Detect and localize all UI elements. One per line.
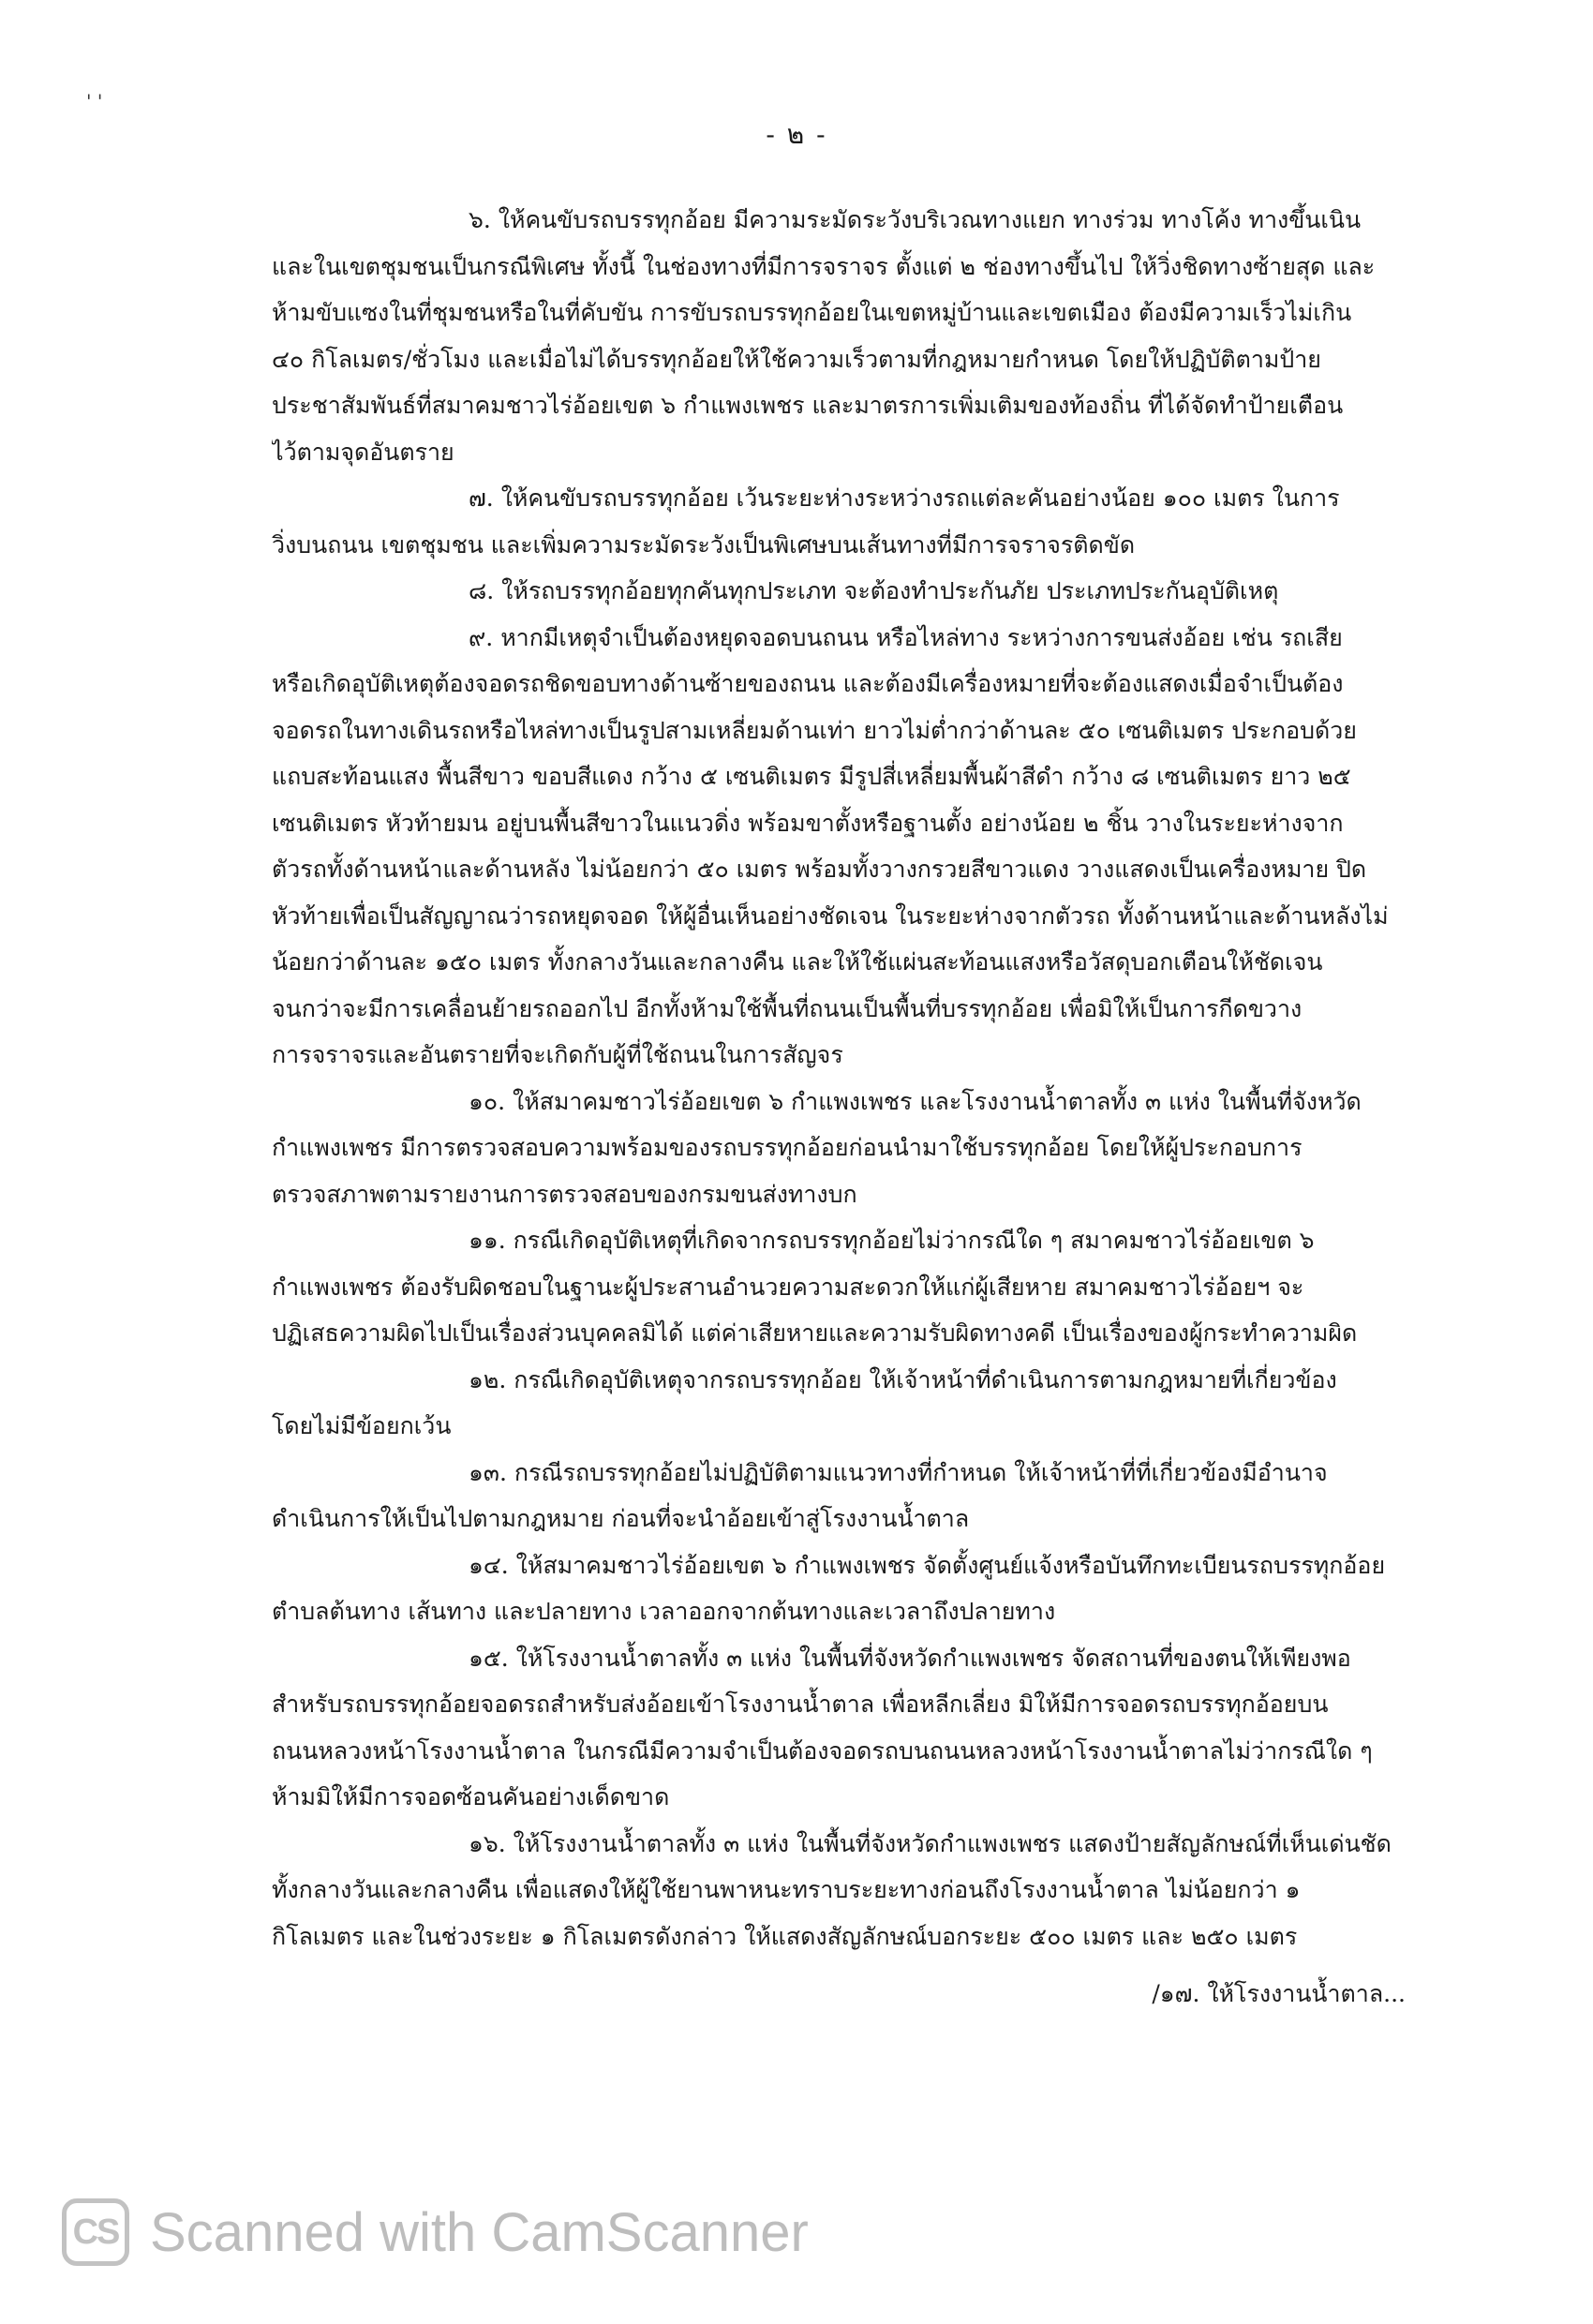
paragraph-first-line: ๑๒. กรณีเกิดอุบัติเหตุจากรถบรรทุกอ้อย ให้เจ้าหน้าที่ดำเนินการตามกฎหมายที่เกี่ยวข้อง bbox=[469, 1365, 1337, 1393]
camscanner-watermark bbox=[62, 2198, 809, 2266]
text-line: ดำเนินการให้เป็นไปตามกฎหมาย ก่อนที่จะนำอ้อยเข้าสู่โรงงานน้ำตาล bbox=[272, 1505, 970, 1532]
text-line: แถบสะท้อนแสง พื้นสีขาว ขอบสีแดง กว้าง ๕ เซนติเมตร มีรูปสี่เหลี่ยมพื้นผ้าสีดำ กว้าง ๘ เซนติเมตร ยาว ๒๕ bbox=[272, 763, 1351, 790]
text-line: ห้ามมิให้มีการจอดซ้อนคันอย่างเด็ดขาด bbox=[272, 1783, 670, 1810]
continuation-note: /๑๗. ให้โรงงานน้ำตาล... bbox=[1152, 1980, 1406, 2007]
text-line: ถนนหลวงหน้าโรงงานน้ำตาล ในกรณีมีความจำเป็นต้องจอดรถบนถนนหลวงหน้าโรงงานน้ำตาลไม่ว่ากรณีใด ๆ bbox=[272, 1736, 1373, 1765]
text-line: ตรวจสภาพตามรายงานการตรวจสอบของกรมขนส่งทางบก bbox=[272, 1180, 857, 1208]
paragraph-first-line: ๑๕. ให้โรงงานน้ำตาลทั้ง ๓ แห่ง ในพื้นที่จังหวัดกำแพงเพชร จัดสถานที่ของตนให้เพียงพอ bbox=[469, 1644, 1351, 1672]
paragraph-first-line: ๖. ให้คนขับรถบรรทุกอ้อย มีความระมัดระวังบริเวณทางแยก ทางร่วม ทางโค้ง ทางขึ้นเนิน bbox=[469, 206, 1362, 233]
paragraph-first-line: ๙. หากมีเหตุจำเป็นต้องหยุดจอดบนถนน หรือไหล่ทาง ระหว่างการขนส่งอ้อย เช่น รถเสีย bbox=[469, 623, 1343, 651]
text-line: โดยไม่มีข้อยกเว้น bbox=[272, 1412, 452, 1439]
text-line: ห้ามขับแซงในที่ชุมชนหรือในที่คับขัน การขับรถบรรทุกอ้อยในเขตหมู่บ้านและเขตเมือง ต้องมีความเร็วไม่เกิน bbox=[272, 299, 1352, 326]
text-line: กำแพงเพชร มีการตรวจสอบความพร้อมของรถบรรทุกอ้อยก่อนนำมาใช้บรรทุกอ้อย โดยให้ผู้ประกอบการ bbox=[272, 1134, 1303, 1161]
text-line: ทั้งกลางวันและกลางคืน เพื่อแสดงให้ผู้ใช้ยานพาหนะทราบระยะทางก่อนถึงโรงงานน้ำตาล ไม่น้อยกว่า ๑ bbox=[272, 1876, 1301, 1903]
text-line: ๔๐ กิโลเมตร/ชั่วโมง และเมื่อไม่ได้บรรทุกอ้อยให้ใช้ความเร็วตามที่กฎหมายกำหนด โดยให้ปฏิบัติตามป้าย bbox=[272, 345, 1321, 373]
text-line: จอดรถในทางเดินรถหรือไหล่ทางเป็นรูปสามเหลี่ยมด้านเท่า ยาวไม่ต่ำกว่าด้านละ ๕๐ เซนติเมตร ประกอบด้วย bbox=[272, 716, 1357, 744]
paragraph-first-line: ๗. ให้คนขับรถบรรทุกอ้อย เว้นระยะห่างระหว่างรถแต่ละคันอย่างน้อย ๑๐๐ เมตร ในการ bbox=[469, 484, 1340, 512]
text-line: ไว้ตามจุดอันตราย bbox=[272, 438, 454, 466]
text-line: เซนติเมตร หัวท้ายมน อยู่บนพื้นสีขาวในแนวดิ่ง พร้อมขาตั้งหรือฐานตั้ง อย่างน้อย ๒ ชิ้น วางในระยะห่างจาก bbox=[272, 809, 1344, 837]
page-number: - ๒ - bbox=[766, 119, 827, 150]
text-line: ปฏิเสธความผิดไปเป็นเรื่องส่วนบุคคลมิได้ แต่ค่าเสียหายและความรับผิดทางคดี เป็นเรื่องของผู้กระทำความผิด bbox=[272, 1319, 1358, 1347]
text-line: หรือเกิดอุบัติเหตุต้องจอดรถชิดขอบทางด้านซ้ายของถนน และต้องมีเครื่องหมายที่จะต้องแสดงเมื่อจำเป็นต้อง bbox=[272, 670, 1344, 697]
paragraph-first-line: ๑๑. กรณีเกิดอุบัติเหตุที่เกิดจากรถบรรทุกอ้อยไม่ว่ากรณีใด ๆ สมาคมชาวไร่อ้อยเขต ๖ bbox=[469, 1227, 1315, 1254]
document-body bbox=[272, 197, 1406, 1959]
text-line: ตัวรถทั้งด้านหน้าและด้านหลัง ไม่น้อยกว่า ๕๐ เมตร พร้อมทั้งวางกรวยสีขาวแดง วางแสดงเป็นเครื่องหมาย ปิด bbox=[272, 856, 1367, 883]
text-line: ตำบลต้นทาง เส้นทาง และปลายทาง เวลาออกจากต้นทางและเวลาถึงปลายทาง bbox=[272, 1598, 1056, 1625]
text-line: สำหรับรถบรรทุกอ้อยจอดรถสำหรับส่งอ้อยเข้าโรงงานน้ำตาล เพื่อหลีกเลี่ยง มิให้มีการจอดรถบรรทุกอ้อยบน bbox=[272, 1691, 1329, 1718]
paragraph-first-line: ๑๖. ให้โรงงานน้ำตาลทั้ง ๓ แห่ง ในพื้นที่จังหวัดกำแพงเพชร แสดงป้ายสัญลักษณ์ที่เห็นเด่นชัด bbox=[469, 1829, 1392, 1857]
text-line: จนกว่าจะมีการเคลื่อนย้ายรถออกไป อีกทั้งห้ามใช้พื้นที่ถนนเป็นพื้นที่บรรทุกอ้อย เพื่อมิให้เป็นการกีดขวาง bbox=[272, 994, 1303, 1022]
paragraph-first-line: ๑๔. ให้สมาคมชาวไร่อ้อยเขต ๖ กำแพงเพชร จัดตั้งศูนย์แจ้งหรือบันทึกทะเบียนรถบรรทุกอ้อย bbox=[469, 1551, 1386, 1579]
paragraph-first-line: ๑๐. ให้สมาคมชาวไร่อ้อยเขต ๖ กำแพงเพชร และโรงงานน้ำตาลทั้ง ๓ แห่ง ในพื้นที่จังหวัด bbox=[469, 1087, 1362, 1115]
text-line: การจราจรและอันตรายที่จะเกิดกับผู้ที่ใช้ถนนในการสัญจร bbox=[272, 1041, 843, 1068]
text-line: วิ่งบนถนน เขตชุมชน และเพิ่มความระมัดระวังเป็นพิเศษบนเส้นทางที่มีการจราจรติดขัด bbox=[272, 530, 1136, 559]
margin-marks: ' ' bbox=[86, 90, 103, 112]
text-line: และในเขตชุมชนเป็นกรณีพิเศษ ทั้งนี้ ในช่องทางที่มีการจราจร ตั้งแต่ ๒ ช่องทางขึ้นไป ให้วิ่งชิดทางซ้ายสุด และ bbox=[272, 252, 1376, 280]
watermark-text: Scanned with CamScanner bbox=[150, 2201, 809, 2263]
text-line: กำแพงเพชร ต้องรับผิดชอบในฐานะผู้ประสานอำนวยความสะดวกให้แก่ผู้เสียหาย สมาคมชาวไร่อ้อยฯ จะ bbox=[272, 1273, 1304, 1301]
text-line: น้อยกว่าด้านละ ๑๕๐ เมตร ทั้งกลางวันและกลางคืน และให้ใช้แผ่นสะท้อนแสงหรือวัสดุบอกเตือนให้ชัดเจน bbox=[272, 948, 1323, 976]
camscanner-logo-icon: CS bbox=[62, 2198, 129, 2266]
text-line: ประชาสัมพันธ์ที่สมาคมชาวไร่อ้อยเขต ๖ กำแพงเพชร และมาตรการเพิ่มเติมของท้องถิ่น ที่ได้จัดทำป้ายเตือน bbox=[272, 392, 1344, 419]
text-line: กิโลเมตร และในช่วงระยะ ๑ กิโลเมตรดังกล่าว ให้แสดงสัญลักษณ์บอกระยะ ๕๐๐ เมตร และ ๒๕๐ เมตร bbox=[272, 1922, 1298, 1950]
text-line: หัวท้ายเพื่อเป็นสัญญาณว่ารถหยุดจอด ให้ผู้อื่นเห็นอย่างชัดเจน ในระยะห่างจากตัวรถ ทั้งด้านหน้าและด้านหลังไม่ bbox=[272, 901, 1389, 930]
paragraph-first-line: ๑๓. กรณีรถบรรทุกอ้อยไม่ปฏิบัติตามแนวทางที่กำหนด ให้เจ้าหน้าที่ที่เกี่ยวข้องมีอำนาจ bbox=[469, 1458, 1328, 1486]
paragraph-first-line: ๘. ให้รถบรรทุกอ้อยทุกคันทุกประเภท จะต้องทำประกันภัย ประเภทประกันอุบัติเหตุ bbox=[469, 577, 1279, 604]
